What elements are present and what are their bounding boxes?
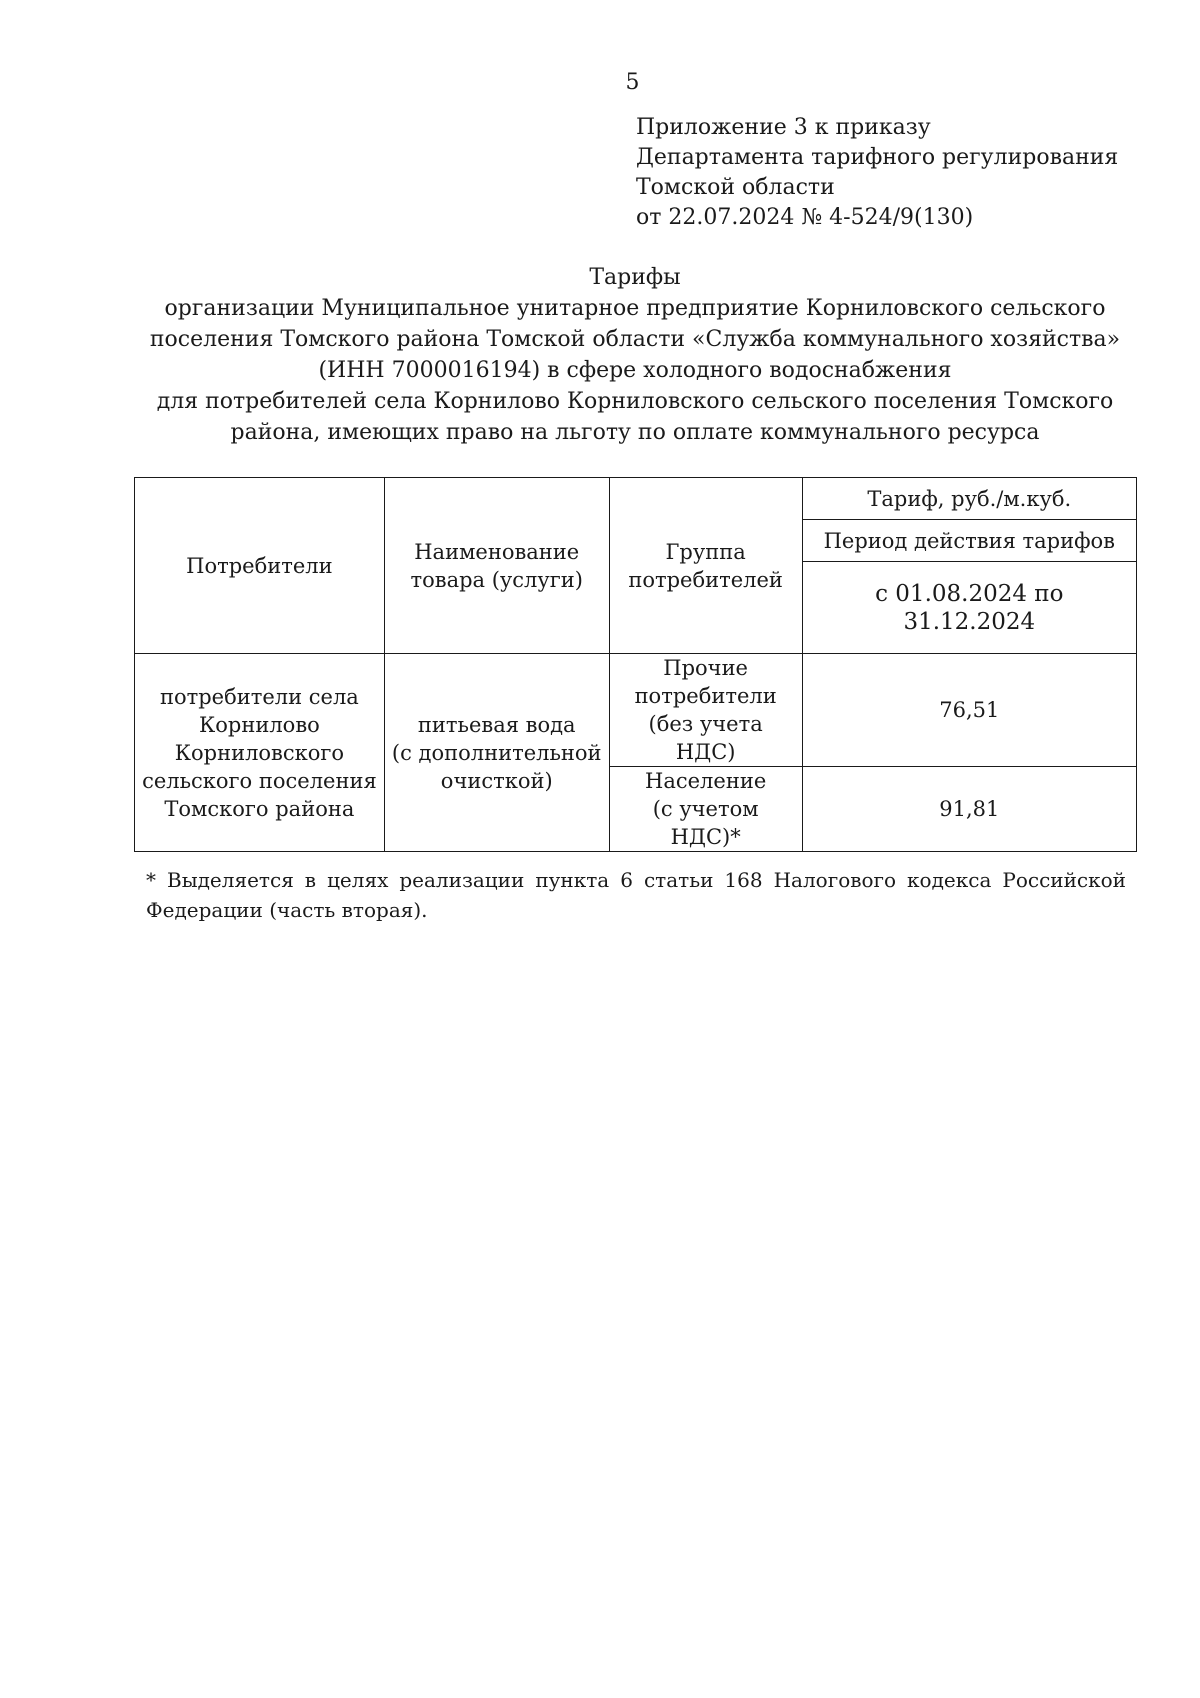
title-heading: Тарифы (589, 265, 681, 290)
tariff-value-other: 76,51 (802, 654, 1136, 767)
header-consumers: Потребители (135, 478, 385, 654)
appendix-reference (636, 113, 1118, 233)
header-product: Наименование товара (услуги) (384, 478, 609, 654)
header-period: Период действия тарифов (802, 520, 1136, 562)
title-line: для потребителей села Корнилово Корниловского сельского поселения Томского (156, 389, 1114, 414)
appendix-line: Приложение 3 к приказу (636, 115, 931, 140)
header-group: Группа потребителей (609, 478, 802, 654)
header-tariff: Тариф, руб./м.куб. (802, 478, 1136, 520)
tariff-table (134, 477, 1137, 852)
document-title (120, 262, 1150, 448)
footnote-line: Федерации (часть вторая). (146, 898, 428, 922)
group-cell-population: Население (с учетом НДС)* (609, 767, 802, 852)
footnote (146, 865, 1126, 925)
page-number: 5 (625, 70, 640, 95)
title-line: (ИНН 7000016194) в сфере холодного водоснабжения (318, 358, 952, 383)
product-cell: питьевая вода (с дополнительной очисткой) (384, 654, 609, 852)
group-cell-other: Прочие потребители (без учета НДС) (609, 654, 802, 767)
consumers-cell: потребители села Корнилово Корниловского сельского поселения Томского района (135, 654, 385, 852)
footnote-line: * Выделяется в целях реализации пункта 6 статьи 168 Налогового кодекса Российской (146, 868, 1126, 892)
header-period-dates: с 01.08.2024 по 31.12.2024 (802, 562, 1136, 654)
title-line: района, имеющих право на льготу по оплате коммунального ресурса (230, 420, 1040, 445)
appendix-line: от 22.07.2024 № 4-524/9(130) (636, 205, 974, 230)
title-line: поселения Томского района Томской области «Служба коммунального хозяйства» (149, 327, 1121, 352)
appendix-line: Департамента тарифного регулирования (636, 145, 1119, 170)
tariff-value-population: 91,81 (802, 767, 1136, 852)
appendix-line: Томской области (636, 175, 835, 200)
title-line: организации Муниципальное унитарное предприятие Корниловского сельского (164, 296, 1106, 321)
